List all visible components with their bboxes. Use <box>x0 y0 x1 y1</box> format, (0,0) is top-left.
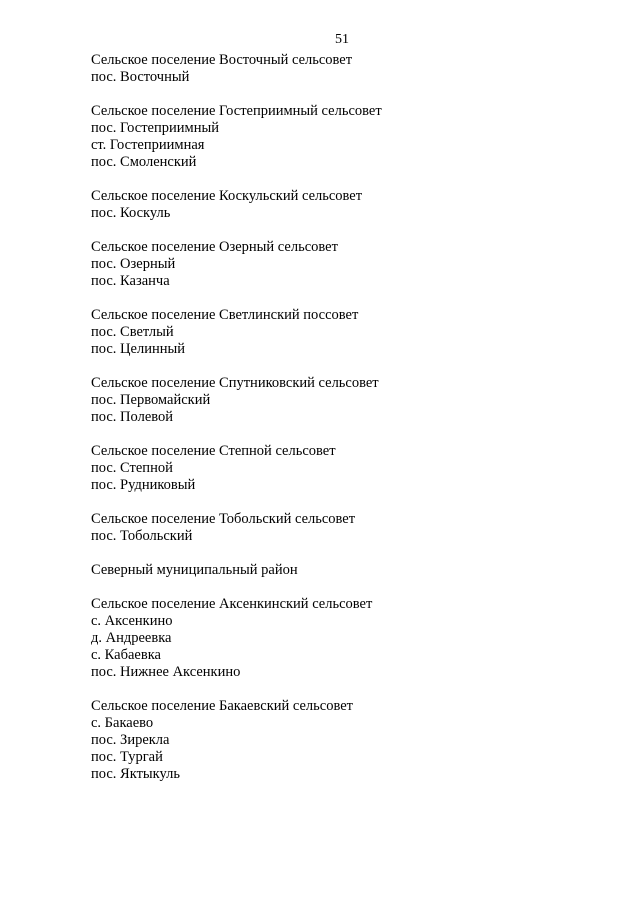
block-heading: Северный муниципальный район <box>91 562 298 578</box>
locality-item: пос. Тобольский <box>91 528 193 544</box>
locality-item: ст. Гостеприимная <box>91 137 205 153</box>
locality-item: пос. Тургай <box>91 749 163 765</box>
locality-item: пос. Целинный <box>91 341 185 357</box>
locality-item: пос. Зирекла <box>91 732 170 748</box>
locality-item: пос. Светлый <box>91 324 174 340</box>
block-heading: Сельское поселение Восточный сельсовет <box>91 52 353 68</box>
block-heading: Сельское поселение Аксенкинский сельсовет <box>91 596 373 612</box>
locality-item: с. Бакаево <box>91 715 154 731</box>
locality-item: пос. Казанча <box>91 273 170 289</box>
settlement-block <box>91 239 611 290</box>
locality-item: пос. Рудниковый <box>91 477 196 493</box>
locality-item: пос. Озерный <box>91 256 176 272</box>
block-heading: Сельское поселение Коскульский сельсовет <box>91 188 363 204</box>
page-number: 51 <box>335 32 349 47</box>
settlement-list <box>91 52 611 800</box>
settlement-block <box>91 103 611 171</box>
block-heading: Сельское поселение Светлинский поссовет <box>91 307 359 323</box>
locality-item: пос. Коскуль <box>91 205 171 221</box>
block-heading: Сельское поселение Бакаевский сельсовет <box>91 698 353 714</box>
settlement-block <box>91 443 611 494</box>
locality-item: пос. Первомайский <box>91 392 211 408</box>
locality-item: пос. Смоленский <box>91 154 197 170</box>
settlement-block <box>91 511 611 545</box>
locality-item: пос. Яктыкуль <box>91 766 180 782</box>
settlement-block <box>91 52 611 86</box>
block-heading: Сельское поселение Гостеприимный сельсовет <box>91 103 382 119</box>
locality-item: д. Андреевка <box>91 630 172 646</box>
locality-item: пос. Нижнее Аксенкино <box>91 664 241 680</box>
settlement-block <box>91 562 611 579</box>
settlement-block <box>91 375 611 426</box>
locality-item: пос. Степной <box>91 460 173 476</box>
block-heading: Сельское поселение Тобольский сельсовет <box>91 511 356 527</box>
locality-item: пос. Гостеприимный <box>91 120 219 136</box>
settlement-block <box>91 188 611 222</box>
settlement-block <box>91 698 611 783</box>
block-heading: Сельское поселение Спутниковский сельсовет <box>91 375 379 391</box>
block-heading: Сельское поселение Озерный сельсовет <box>91 239 338 255</box>
block-heading: Сельское поселение Степной сельсовет <box>91 443 336 459</box>
locality-item: с. Аксенкино <box>91 613 173 629</box>
settlement-block <box>91 307 611 358</box>
locality-item: пос. Полевой <box>91 409 174 425</box>
settlement-block <box>91 596 611 681</box>
locality-item: с. Кабаевка <box>91 647 161 663</box>
locality-item: пос. Восточный <box>91 69 190 85</box>
